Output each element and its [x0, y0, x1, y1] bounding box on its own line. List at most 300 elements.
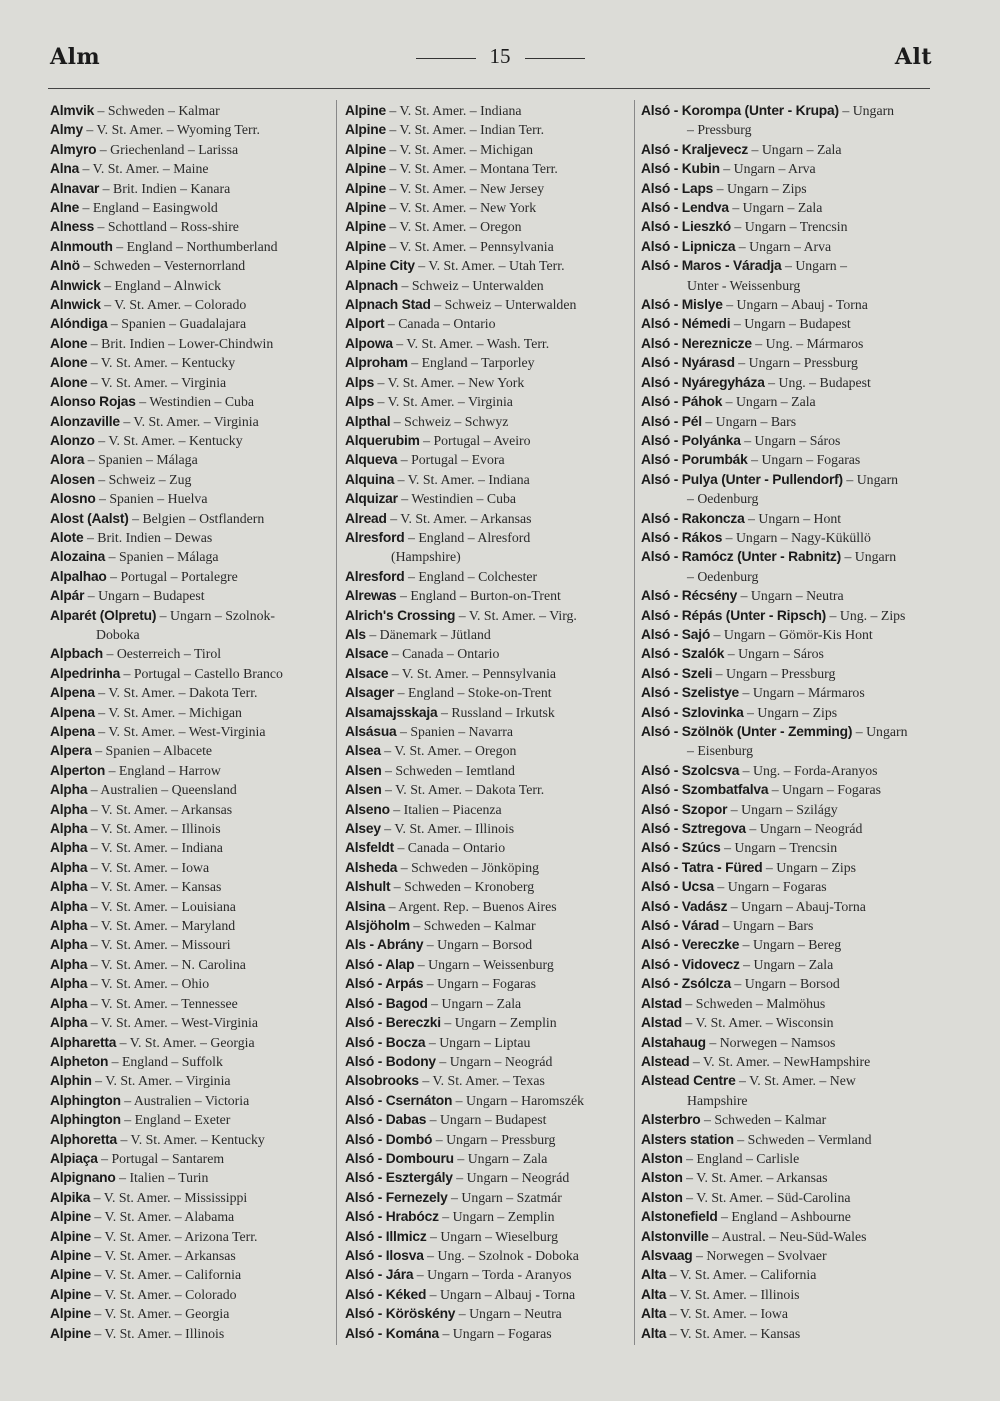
entry-place-name: Alsó - Várad	[641, 918, 720, 934]
gazetteer-entry	[641, 1265, 926, 1284]
entry-location: – England – Alnwick	[100, 277, 222, 293]
gazetteer-entry	[641, 644, 926, 663]
entry-location: – Ungarn – Zemplin	[440, 1015, 557, 1031]
entry-location: – V. St. Amer. – Arkansas	[90, 1247, 236, 1263]
gazetteer-entry	[50, 159, 335, 178]
entry-location: – Ungarn – Neográd	[435, 1053, 553, 1069]
entry-location: – Griechenland – Larissa	[96, 141, 239, 157]
entry-location: – V. St. Amer. – Oregon	[380, 743, 517, 759]
entry-location: – England – Carlisle	[682, 1150, 800, 1166]
gazetteer-entry	[641, 897, 926, 916]
gazetteer-entry	[50, 179, 335, 198]
entry-place-name: Alsó - Ucsa	[641, 879, 714, 895]
entry-place-name: Alshult	[345, 879, 391, 895]
entry-location: – V. St. Amer. – Iowa	[666, 1306, 789, 1322]
gazetteer-entry	[345, 353, 630, 372]
entry-continuation: Doboka	[96, 626, 140, 642]
entry-place-name: Alpha	[50, 937, 88, 953]
entry-place-name: Alpena	[50, 724, 95, 739]
entry-place-name: Alsó - Szölnök (Unter - Zemming)	[641, 724, 853, 739]
entry-location: – Schweden – Vesternorrland	[79, 258, 246, 274]
entry-place-name: Alsobrooks	[345, 1073, 419, 1089]
entry-location: – V. St. Amer. – Indian Terr.	[385, 122, 545, 138]
gazetteer-entry	[641, 1188, 926, 1207]
entry-place-name: Alport	[345, 316, 385, 332]
gazetteer-entry	[641, 353, 926, 372]
entry-place-name: Alsterbro	[641, 1112, 701, 1128]
gazetteer-entry	[345, 974, 630, 993]
entry-location: – V. St. Amer. – Virg.	[455, 607, 577, 623]
gazetteer-entry	[50, 412, 335, 431]
entry-place-name: Alsó - Porumbák	[641, 452, 748, 468]
entry-place-name: Alsó - Rákos	[641, 529, 723, 545]
entry-place-name: Alsó - Kubin	[641, 161, 720, 177]
entry-location: – Norwegen – Svolvaer	[692, 1247, 827, 1263]
entry-place-name: Alpiaça	[50, 1150, 98, 1166]
entry-location: – V. St. Amer. – Colorado	[100, 297, 247, 313]
entry-location: – V. St. Amer. – Tennessee	[87, 995, 238, 1011]
entry-location: – V. St. Amer. – Arizona Terr.	[90, 1228, 258, 1244]
entry-location: – V. St. Amer. – West-Virginia	[94, 724, 266, 739]
entry-location: – V. St. Amer. – Maryland	[87, 918, 236, 934]
gazetteer-entry	[345, 1265, 630, 1284]
entry-place-name: Alpha	[50, 1015, 88, 1031]
gazetteer-entry	[345, 450, 630, 469]
entry-location: – V. St. Amer. – Illinois	[87, 821, 221, 837]
gazetteer-entry	[50, 800, 335, 819]
entry-place-name: Alparét (Olpretu)	[50, 607, 157, 623]
gazetteer-entry	[641, 1130, 926, 1149]
entry-location: – Ungarn	[852, 724, 908, 739]
entry-place-name: Alsó - Dombouru	[345, 1150, 454, 1166]
entry-place-name: Alsó - Esztergály	[345, 1170, 453, 1186]
entry-place-name: Alsó - Dabas	[345, 1112, 427, 1128]
entry-location: – V. St. Amer. – Kansas	[87, 879, 222, 895]
entry-location: – England – Colchester	[404, 568, 538, 584]
entry-place-name: Alnwick	[50, 297, 101, 313]
entry-place-name: Alsó - Bereczki	[345, 1015, 441, 1031]
entry-place-name: Alstonville	[641, 1228, 709, 1244]
entry-location: – Ungarn – Fogaras	[423, 976, 537, 992]
entry-location: – Ung. – Zips	[826, 607, 906, 623]
entry-location: – Ungarn – Zala	[427, 995, 522, 1011]
entry-place-name: Alsamajsskaja	[345, 704, 438, 720]
entry-place-name: Alsó - Csernáton	[345, 1092, 453, 1108]
gazetteer-entry	[50, 644, 335, 663]
entry-location: – Ungarn – Zips	[713, 180, 807, 196]
entry-place-name: Alsó - Vadász	[641, 898, 728, 914]
gazetteer-entry	[345, 140, 630, 159]
entry-location: – Ungarn – Sáros	[740, 432, 841, 448]
entry-place-name: Alsters station	[641, 1131, 734, 1147]
entry-location: – V. St. Amer. – New York	[385, 200, 537, 216]
gazetteer-entry	[345, 1091, 630, 1110]
gazetteer-entry	[345, 276, 630, 295]
entry-place-name: Alpine	[345, 122, 386, 138]
entry-place-name: Alness	[50, 219, 95, 235]
gazetteer-entry	[50, 722, 335, 741]
entry-location: – Ungarn – Pressburg	[432, 1131, 556, 1147]
entry-location: – England – Harrow	[105, 762, 221, 778]
entry-place-name: Alsó - Szlovinka	[641, 704, 744, 720]
gazetteer-entry	[641, 1168, 926, 1187]
gazetteer-entry	[345, 1052, 630, 1071]
entry-location: – V. St. Amer. – NewHampshire	[689, 1053, 871, 1069]
entry-place-name: Alpignano	[50, 1170, 116, 1186]
entry-location: – Schweden – Iemtland	[381, 762, 515, 778]
gazetteer-entry	[641, 800, 926, 819]
entry-location: – Ungarn – Trencsin	[720, 840, 838, 856]
gazetteer-entry	[50, 567, 335, 586]
entry-place-name: Alrewas	[345, 588, 397, 604]
gazetteer-entry	[50, 295, 335, 314]
gazetteer-entry	[641, 1207, 926, 1226]
entry-location: – Ungarn – Pressburg	[712, 665, 836, 681]
entry-location: – Schweden – Kalmar	[700, 1112, 827, 1128]
entry-location: – V. St. Amer. – Dakota Terr.	[381, 782, 545, 798]
gazetteer-entry	[641, 140, 926, 159]
gazetteer-entry	[641, 373, 926, 392]
entry-location: – V. St. Amer. – New York	[374, 374, 525, 390]
entry-location: – V. St. Amer. – Texas	[418, 1073, 545, 1089]
entry-location: – V. St. Amer. – N. Carolina	[87, 956, 246, 972]
entry-place-name: Als - Abrány	[345, 937, 424, 953]
gazetteer-entry	[641, 450, 926, 469]
header-dash-right	[525, 58, 585, 59]
gazetteer-entry	[641, 916, 926, 935]
entry-place-name: Alsea	[345, 743, 381, 759]
gazetteer-entry	[50, 1091, 335, 1110]
entry-location: – Italien – Piacenza	[389, 801, 502, 817]
entry-location: – Italien – Turin	[115, 1170, 209, 1186]
gazetteer-entry	[641, 392, 926, 411]
entry-location: – V. St. Amer. – Wyoming Terr.	[82, 122, 260, 138]
entry-location: – Australien – Victoria	[120, 1092, 250, 1108]
entry-place-name: Alpalhao	[50, 568, 107, 584]
entry-place-name: Alsó - Sztregova	[641, 821, 746, 837]
gazetteer-entry	[345, 994, 630, 1013]
gazetteer-entry	[641, 838, 926, 857]
gazetteer-entry	[50, 1149, 335, 1168]
entry-place-name: Alpena	[50, 685, 95, 701]
gazetteer-entry	[641, 237, 926, 256]
entry-place-name: Alphoretta	[50, 1131, 117, 1147]
entry-place-name: Alost (Aalst)	[50, 510, 129, 526]
entry-location: – Ungarn – Szolnok-	[156, 607, 276, 623]
gazetteer-entry	[641, 1324, 926, 1343]
entry-continuation: – Oedenburg	[687, 568, 759, 584]
entry-continuation: Unter - Weissenburg	[687, 277, 801, 293]
gazetteer-entry	[345, 606, 630, 625]
entry-place-name: Alphington	[50, 1092, 121, 1108]
entry-place-name: Alosen	[50, 471, 95, 487]
entry-location: – Ungarn – Nagy-Küküllö	[722, 529, 871, 545]
entry-place-name: Alsó - Köröskény	[345, 1306, 456, 1322]
entry-place-name: Alsó - Vidovecz	[641, 956, 740, 972]
gazetteer-entry	[345, 334, 630, 353]
gazetteer-entry	[641, 761, 926, 780]
entry-place-name: Alquina	[345, 471, 395, 487]
gazetteer-entry	[345, 392, 630, 411]
entry-location: – Ungarn – Hont	[744, 510, 842, 526]
entry-location: – V. St. Amer. – Michigan	[385, 141, 534, 157]
entry-place-name: Als	[345, 626, 366, 642]
entry-place-name: Alsey	[345, 821, 381, 837]
entry-place-name: Alnmouth	[50, 238, 113, 254]
entry-place-name: Alsó - Hrabócz	[345, 1209, 439, 1225]
entry-location: – Ungarn – Budapest	[426, 1112, 547, 1128]
entry-location: – V. St. Amer. – Wash. Terr.	[392, 335, 550, 351]
entry-place-name: Alóndiga	[50, 316, 108, 332]
entry-place-name: Alora	[50, 452, 85, 468]
gazetteer-entry	[345, 1227, 630, 1246]
gazetteer-entry	[50, 877, 335, 896]
gazetteer-entry	[345, 528, 630, 567]
gazetteer-entry	[641, 625, 926, 644]
entry-place-name: Alsó - Récsény	[641, 588, 738, 604]
entry-place-name: Alston	[641, 1189, 683, 1205]
entry-location: – V. St. Amer. – Illinois	[90, 1325, 225, 1341]
entry-location: – Ungarn – Abauj - Torna	[722, 297, 868, 313]
gazetteer-entry	[50, 703, 335, 722]
entry-location: – England – Stoke-on-Trent	[394, 685, 552, 701]
entry-location: – Schweden – Kalmar	[409, 918, 536, 934]
gazetteer-entry	[345, 489, 630, 508]
gazetteer-entry	[345, 741, 630, 760]
entry-place-name: Alpthal	[345, 413, 391, 429]
entry-place-name: Alperton	[50, 762, 106, 778]
entry-location: – Ungarn – Budapest	[730, 316, 851, 332]
gazetteer-entry	[50, 858, 335, 877]
entry-continuation: – Oedenburg	[687, 491, 759, 507]
gazetteer-entry	[50, 916, 335, 935]
entry-place-name: Alpedrinha	[50, 665, 121, 681]
entry-place-name: Alonzo	[50, 432, 95, 448]
gazetteer-entry	[50, 1110, 335, 1129]
entry-location: – England – Northumberland	[112, 238, 278, 254]
entry-place-name: Alpha	[50, 840, 88, 856]
gazetteer-entry	[641, 334, 926, 353]
entry-location: – V. St. Amer. – Utah Terr.	[414, 258, 565, 274]
gazetteer-entry	[345, 935, 630, 954]
entry-place-name: Alproham	[345, 355, 408, 371]
entry-place-name: Alrich's Crossing	[345, 607, 456, 623]
gazetteer-entry	[345, 858, 630, 877]
entry-place-name: Alsó - Szombatfalva	[641, 782, 769, 798]
entry-place-name: Alqueva	[345, 452, 398, 468]
entry-continuation: (Hampshire)	[391, 549, 461, 565]
entry-column-1	[50, 101, 335, 1343]
gazetteer-entry	[50, 683, 335, 702]
entry-location: – Ungarn – Torda - Aranyos	[413, 1267, 572, 1283]
gazetteer-entry	[50, 314, 335, 333]
gazetteer-entry	[641, 547, 926, 586]
entry-location: – Ungarn – Trencsin	[730, 219, 848, 235]
gazetteer-entry	[50, 373, 335, 392]
entry-place-name: Alresford	[345, 568, 405, 584]
entry-place-name: Alsó - Zsólcza	[641, 976, 731, 992]
entry-location: – Oesterreich – Tirol	[103, 646, 222, 662]
entry-location: – Schweden – Kronoberg	[390, 879, 535, 895]
gazetteer-entry	[50, 198, 335, 217]
entry-place-name: Alsó - Pulya (Unter - Pullendorf)	[641, 471, 843, 487]
header-dash-left	[416, 58, 476, 59]
entry-location: – V. St. Amer. – Alabama	[90, 1209, 235, 1225]
entry-location: – Ungarn – Gömör-Kis Hont	[710, 626, 873, 642]
entry-place-name: Alsó - Bodony	[345, 1053, 436, 1069]
entry-place-name: Alphington	[50, 1112, 121, 1128]
entry-location: – Australien – Queensland	[87, 782, 237, 798]
gazetteer-entry	[641, 819, 926, 838]
entry-location: – England – Alresford	[404, 529, 531, 545]
entry-location: – Schottland – Ross-shire	[94, 219, 239, 235]
entry-location: – V. St. Amer. – Dakota Terr.	[94, 685, 258, 701]
gazetteer-entry	[641, 1285, 926, 1304]
entry-place-name: Alna	[50, 161, 80, 177]
entry-place-name: Alsina	[345, 898, 386, 914]
entry-location: – Ungarn – Mármaros	[739, 685, 865, 701]
entry-place-name: Alstead Centre	[641, 1073, 736, 1089]
entry-location: – Spanien – Navarra	[396, 724, 513, 739]
entry-location: – Ungarn	[841, 549, 897, 565]
gazetteer-entry	[345, 237, 630, 256]
gazetteer-entry	[345, 1130, 630, 1149]
gazetteer-entry	[345, 955, 630, 974]
gazetteer-entry	[641, 606, 926, 625]
entry-location: – V. St. Amer. – Maine	[79, 161, 209, 177]
entry-location: – Ungarn	[838, 103, 895, 118]
gazetteer-entry	[641, 974, 926, 993]
entry-location: – Spanien – Málaga	[84, 452, 198, 468]
entry-location: – Ung. – Mármaros	[751, 335, 864, 351]
gazetteer-entry	[641, 295, 926, 314]
entry-place-name: Alpine	[50, 1306, 91, 1322]
entry-location: – Westindien – Cuba	[397, 491, 517, 507]
entry-location: – Ungarn – Sáros	[724, 646, 824, 662]
entry-place-name: Alonzaville	[50, 413, 120, 429]
header-right-keyword: Alt	[894, 44, 932, 70]
entry-place-name: Alsó - Sajó	[641, 626, 711, 642]
entry-location: – Ungarn –	[781, 258, 848, 274]
entry-place-name: Alquerubim	[345, 432, 420, 448]
entry-place-name: Almyro	[50, 141, 97, 157]
entry-place-name: Alsó - Nereznicze	[641, 335, 752, 351]
gazetteer-entry	[641, 431, 926, 450]
entry-location: – V. St. Amer. – Illinois	[380, 821, 515, 837]
entry-location: – V. St. Amer. – Süd-Carolina	[682, 1189, 851, 1205]
gazetteer-entry	[641, 314, 926, 333]
gazetteer-entry	[50, 897, 335, 916]
gazetteer-entry	[641, 1110, 926, 1129]
entry-location: – Spanien – Málaga	[105, 549, 219, 565]
entry-place-name: Alpnach Stad	[345, 297, 431, 313]
entry-place-name: Alstead	[641, 1053, 690, 1069]
entry-place-name: Alsó - Bagod	[345, 995, 428, 1011]
entry-location: – Ungarn – Pressburg	[734, 355, 858, 371]
entry-place-name: Alpha	[50, 956, 88, 972]
gazetteer-entry	[345, 586, 630, 605]
gazetteer-entry	[345, 1168, 630, 1187]
entry-location: – V. St. Amer. – Kentucky	[117, 1131, 265, 1147]
gazetteer-entry	[345, 877, 630, 896]
entry-location: – Westindien – Cuba	[135, 394, 254, 410]
entry-location: – V. St. Amer. – Iowa	[87, 859, 210, 875]
gazetteer-entry	[50, 120, 335, 139]
gazetteer-entry	[50, 1324, 335, 1343]
entry-location: – Ungarn – Zala	[739, 956, 834, 972]
gazetteer-entry	[641, 877, 926, 896]
entry-place-name: Alpena	[50, 704, 95, 720]
entry-location: – England – Burton-on-Trent	[396, 588, 561, 604]
entry-location: – Austral. – Neu-Süd-Wales	[708, 1228, 867, 1244]
gazetteer-entry	[345, 314, 630, 333]
entry-place-name: Alstahaug	[641, 1034, 706, 1050]
entry-place-name: Alresford	[345, 529, 405, 545]
entry-place-name: Alsó - Ilosva	[345, 1247, 424, 1263]
entry-location: – Ungarn – Zala	[748, 141, 842, 157]
gazetteer-entry	[641, 159, 926, 178]
gazetteer-entry	[345, 664, 630, 683]
entry-location: – Brit. Indien – Dewas	[83, 529, 213, 545]
entry-place-name: Alsó - Répás (Unter - Ripsch)	[641, 607, 827, 623]
entry-place-name: Alquizar	[345, 491, 398, 507]
entry-location: – Spanien – Huelva	[95, 491, 208, 507]
entry-place-name: Alpine	[345, 141, 386, 157]
entry-place-name: Alsó - Szolcsva	[641, 762, 740, 778]
gazetteer-entry	[641, 586, 926, 605]
gazetteer-entry	[50, 1227, 335, 1246]
entry-place-name: Alpnach	[345, 277, 399, 293]
entry-location: – V. St. Amer. – Mississippi	[90, 1189, 248, 1205]
entry-place-name: Alpine	[345, 161, 386, 177]
gazetteer-entry	[641, 955, 926, 974]
entry-location: – V. St. Amer. – Arkansas	[682, 1170, 828, 1186]
entry-location: – V. St. Amer. – Louisiana	[87, 898, 236, 914]
entry-location: – Schweden – Malmöhus	[681, 995, 826, 1011]
entry-location: – Ungarn – Bars	[719, 918, 814, 934]
gazetteer-entry	[345, 179, 630, 198]
entry-location: – V. St. Amer. – Pennsylvania	[385, 238, 554, 254]
entry-place-name: Alsó - Polyánka	[641, 432, 741, 448]
entry-location: – Portugal – Portalegre	[106, 568, 238, 584]
gazetteer-entry	[345, 295, 630, 314]
entry-place-name: Alsfeldt	[345, 840, 394, 856]
gazetteer-entry	[641, 1052, 926, 1071]
gazetteer-entry	[345, 1188, 630, 1207]
entry-place-name: Alsó - Ramócz (Unter - Rabnitz)	[641, 549, 841, 565]
entry-place-name: Alsó - Páhok	[641, 394, 723, 410]
gazetteer-entry	[641, 1033, 926, 1052]
entry-location: – Canada – Ontario	[388, 646, 500, 662]
entry-location: – V. St. Amer. – Arkansas	[87, 801, 233, 817]
entry-location: – Spanien – Albacete	[91, 743, 213, 759]
gazetteer-entry	[641, 528, 926, 547]
gazetteer-entry	[345, 644, 630, 663]
entry-place-name: Alpha	[50, 782, 88, 798]
entry-place-name: Alosno	[50, 491, 96, 507]
gazetteer-entry	[345, 1324, 630, 1343]
entry-location: – Ungarn – Liptau	[425, 1034, 531, 1050]
entry-place-name: Alpine	[345, 200, 386, 216]
entry-location: – Ungarn – Wieselburg	[426, 1228, 559, 1244]
entry-location: – Ungarn – Neutra	[737, 588, 844, 604]
gazetteer-entry	[345, 838, 630, 857]
entry-location: – Ungarn – Borsod	[730, 976, 840, 992]
entry-location: – Ung. – Budapest	[764, 374, 871, 390]
entry-place-name: Alsó - Kéked	[345, 1286, 427, 1302]
entry-place-name: Alpera	[50, 743, 92, 759]
entry-place-name: Alpha	[50, 821, 88, 837]
